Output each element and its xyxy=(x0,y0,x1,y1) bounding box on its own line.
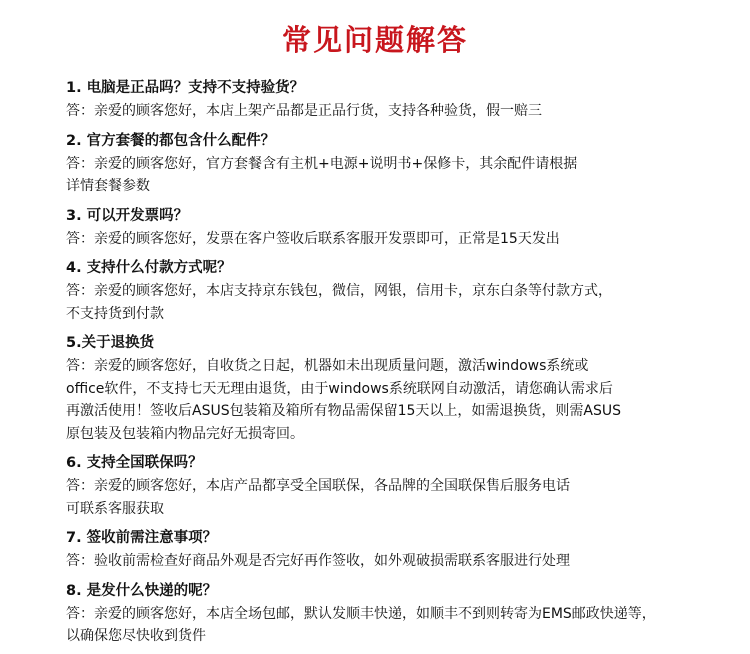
faq-answer-line: 答：亲爱的顾客您好，本店全场包邮，默认发顺丰快递，如顺丰不到则转寄为EMS邮政快递等， xyxy=(66,605,656,622)
faq-item-5 xyxy=(66,331,726,445)
faq-answer-line: 答：亲爱的顾客您好，本店产品都享受全国联保，各品牌的全国联保售后服务电话 xyxy=(66,478,570,494)
faq-item-2 xyxy=(66,129,726,198)
faq-question: 2. 官方套餐的都包含什么配件？ xyxy=(66,132,276,149)
faq-question: 6. 支持全国联保吗？ xyxy=(66,455,203,471)
faq-item-3 xyxy=(66,204,726,251)
faq-answer-line: 可联系客服获取 xyxy=(66,500,164,517)
faq-answer-line: 答：亲爱的顾客您好，自收货之日起，机器如未出现质量问题，激活windows系统或 xyxy=(66,358,589,374)
faq-answer-line: office软件，不支持七天无理由退货，由于windows系统联网自动激活，请您确认需求后 xyxy=(66,380,613,397)
faq-answer-line: 详情套餐参数 xyxy=(66,178,150,194)
faq-answer-line: 不支持货到付款 xyxy=(66,305,164,322)
page-title: 常见问题解答 xyxy=(281,23,468,57)
faq-item-6 xyxy=(66,451,726,520)
faq-item-8 xyxy=(66,579,726,648)
faq-question: 3. 可以开发票吗？ xyxy=(66,207,189,224)
faq-list xyxy=(66,76,726,654)
faq-answer-line: 答：亲爱的顾客您好，发票在客户签收后联系客服开发票即可，正常是15天发出 xyxy=(66,230,560,247)
faq-question: 8. 是发什么快递的呢？ xyxy=(66,582,218,599)
faq-question: 1. 电脑是正品吗？支持不支持验货？ xyxy=(66,80,305,96)
faq-answer-line: 答：亲爱的顾客您好，本店上架产品都是正品行货，支持各种验货，假一赔三 xyxy=(66,103,542,119)
faq-answer-line: 答：亲爱的顾客您好，本店支持京东钱包，微信，网银，信用卡，京东白条等付款方式， xyxy=(66,283,612,299)
faq-answer-line: 原包装及包装箱内物品完好无损寄回。 xyxy=(66,425,304,442)
faq-question: 5.关于退换货 xyxy=(66,335,155,351)
faq-question: 7. 签收前需注意事项？ xyxy=(66,530,218,546)
faq-question: 4. 支持什么付款方式呢？ xyxy=(66,260,232,276)
faq-answer-line: 以确保您尽快收到货件 xyxy=(66,628,206,644)
faq-item-7 xyxy=(66,526,726,573)
faq-answer-line: 答：验收前需检查好商品外观是否完好再作签收，如外观破损需联系客服进行处理 xyxy=(66,553,570,569)
faq-item-1 xyxy=(66,76,726,123)
faq-answer-line: 再激活使用！签收后ASUS包装箱及箱所有物品需保留15天以上，如需退换货，则需ASUS xyxy=(66,403,622,419)
faq-item-4 xyxy=(66,256,726,325)
faq-answer-line: 答：亲爱的顾客您好，官方套餐含有主机+电源+说明书+保修卡，其余配件请根据 xyxy=(66,155,578,172)
